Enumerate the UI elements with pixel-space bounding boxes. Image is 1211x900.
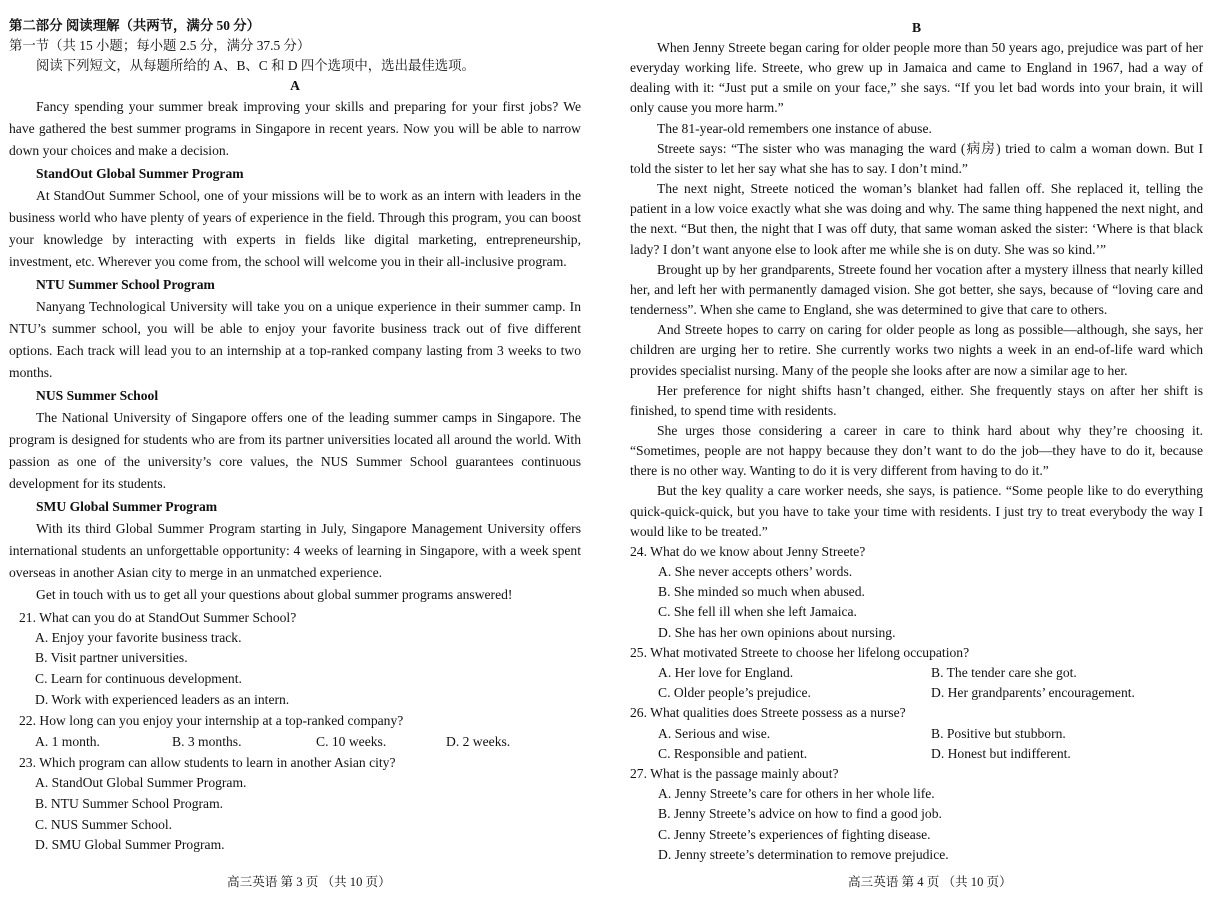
option: D. She has her own opinions about nursing. <box>658 624 896 640</box>
passage-paragraph: Her preference for night shifts hasn’t changed, either. She frequently stays on after her shift is finished, to spend time with residents. <box>630 382 1203 418</box>
question-24: 24. What do we know about Jenny Streete? <box>630 543 866 559</box>
option: B. Positive but stubborn. <box>931 725 1066 741</box>
option: C. She fell ill when she left Jamaica. <box>658 604 857 620</box>
program-body: At StandOut Summer School, one of your missions will be to work as an intern with leaders in the business world who have plenty of years of experience in the field. Through this program, you can boost your knowledge by interacting with experts in fields like digital marketing, entrepreneurship, investment, etc. Wherever you come from, the school will welcome you in their all-inclusive program. <box>9 187 581 270</box>
passage-label-b: B <box>911 20 922 35</box>
passage-paragraph: The next night, Streete noticed the woman’s blanket had fallen off. She replaced it, telling the patient in a low voice exactly what she was doing and why. The same thing happened the next night, and the next. “But then, the night that I was off duty, that same woman asked the sister: ‘Where is that black lady? I don’t want anyone else to look after me while she is on duty. She was so kind.’” <box>630 181 1203 257</box>
program-body: The National University of Singapore offers one of the leading summer camps in Singapore. The program is designed for students who are from its partner universities located all around the world. With passion as one of the university’s core values, the NUS Summer School guarantees continuous development for its students. <box>9 409 581 492</box>
page-footer: 高三英语 第 4 页 （共 10 页） <box>848 875 1012 889</box>
option: C. Older people’s prejudice. <box>658 685 811 701</box>
option: B. She minded so much when abused. <box>658 584 865 600</box>
question-22: 22. How long can you enjoy your internship at a top-ranked company? <box>19 713 404 729</box>
passage-paragraph: Streete says: “The sister who was managing the ward (病房) tried to calm a woman down. But I told the sister to let her say what she has to say. I don’t mind.” <box>630 140 1203 176</box>
option: C. Responsible and patient. <box>658 745 808 761</box>
passage-paragraph: But the key quality a care worker needs, she says, is patience. “Some people like to do everything quick-quick-quick, but you have to take your time with residents. I just try to treat everybody the way I would like to be treated.” <box>630 483 1203 539</box>
section-title: 第一节（共 15 小题；每小题 2.5 分，满分 37.5 分） <box>9 38 311 53</box>
program-body: With its third Global Summer Program starting in July, Singapore Management University offers international students an unforgettable opportunity: 4 weeks of learning in Singapore, with a week spent overseas in another Asian city to merge in an unmatched experience. <box>9 520 581 581</box>
passage-paragraph: The 81-year-old remembers one instance of abuse. <box>657 120 932 136</box>
option: C. 10 weeks. <box>316 734 387 750</box>
option: D. Work with experienced leaders as an intern. <box>35 691 290 707</box>
question-23: 23. Which program can allow students to learn in another Asian city? <box>19 755 396 771</box>
option: B. NTU Summer School Program. <box>35 796 224 812</box>
left-page <box>9 0 581 856</box>
option-row <box>630 724 1203 744</box>
option: D. Honest but indifferent. <box>931 745 1071 761</box>
option: D. Her grandparents’ encouragement. <box>931 685 1135 701</box>
passage-paragraph: And Streete hopes to carry on caring for older people as long as possible—although, she says, her children are urging her to retire. She currently works two nights a week in an end-of-life ward which provides specialist nursing. Many of the people she looks after are now a similar age to her. <box>630 322 1203 378</box>
passage-paragraph: She urges those considering a career in care to think hard about why they’re choosing it. “Sometimes, people are not happy because they don’t want to do the job—they have to do it, because there is no other way. Wanting to do it is very different from having to do it.” <box>630 422 1203 479</box>
question-21: 21. What can you do at StandOut Summer School? <box>19 609 297 625</box>
option: A. Jenny Streete’s care for others in her whole life. <box>658 786 935 802</box>
program-body: Nanyang Technological University will take you on a unique experience in their summer camp. In NTU’s summer school, you will be able to enjoy your favorite business track out of five different options. Each track will lead you to an internship at a top-ranked company lasting from 3 weeks to two months. <box>9 298 581 381</box>
option: B. Jenny Streete’s advice on how to find a good job. <box>658 806 942 822</box>
option: C. Jenny Streete’s experiences of fighting disease. <box>658 826 931 842</box>
option: B. Visit partner universities. <box>35 650 188 666</box>
passage-paragraph: When Jenny Streete began caring for older people more than 50 years ago, prejudice was part of her everyday working life. Streete, who grew up in Jamaica and came to England in 1967, had a way of dealing with it: “Just put a smile on your face,” she says. “If you let bad words into your brain, it will only cause you more harm.” <box>630 40 1203 116</box>
option: C. Learn for continuous development. <box>35 670 242 686</box>
page-footer: 高三英语 第 3 页 （共 10 页） <box>227 875 391 889</box>
question-25: 25. What motivated Streete to choose her lifelong occupation? <box>630 644 970 660</box>
program-heading: StandOut Global Summer Program <box>36 165 244 181</box>
question-26: 26. What qualities does Streete possess as a nurse? <box>630 705 906 721</box>
instruction: 阅读下列短文，从每题所给的 A、B、C 和 D 四个选项中，选出最佳选项。 <box>36 58 475 73</box>
program-heading: SMU Global Summer Program <box>36 498 218 514</box>
option-row <box>9 731 581 752</box>
intro-paragraph: Fancy spending your summer break improving your skills and preparing for your first jobs? We have gathered the best summer programs in Singapore in recent years. Now you will be able to narrow down your choices and make a decision. <box>9 99 581 159</box>
option: D. SMU Global Summer Program. <box>35 837 225 853</box>
part-title: 第二部分 阅读理解（共两节，满分 50 分） <box>9 18 261 33</box>
passage-paragraph: Brought up by her grandparents, Streete found her vocation after a mystery illness that nearly killed her, and left her with permanently damaged vision. She got better, she says, because of “loving care and tenderness”. When she came to England, she was determined to give that care to others. <box>630 261 1203 318</box>
option: D. 2 weeks. <box>446 734 511 750</box>
option: D. Jenny streete’s determination to remove prejudice. <box>658 846 949 862</box>
right-page <box>630 0 1203 865</box>
option: C. NUS Summer School. <box>35 816 173 832</box>
option: A. Her love for England. <box>658 665 794 681</box>
option: A. She never accepts others’ words. <box>658 564 853 580</box>
option: A. Serious and wise. <box>658 725 771 741</box>
question-27: 27. What is the passage mainly about? <box>630 765 839 781</box>
option-row <box>630 744 1203 764</box>
option: A. 1 month. <box>35 734 100 750</box>
option: A. Enjoy your favorite business track. <box>35 629 242 645</box>
program-heading: NUS Summer School <box>36 387 159 403</box>
option: B. 3 months. <box>172 734 242 750</box>
closing-paragraph: Get in touch with us to get all your questions about global summer programs answered! <box>36 587 513 603</box>
option-row <box>630 663 1203 683</box>
passage-label-a: A <box>290 78 300 93</box>
program-heading: NTU Summer School Program <box>36 276 215 292</box>
option-row <box>630 683 1203 703</box>
option: A. StandOut Global Summer Program. <box>35 775 247 791</box>
option: B. The tender care she got. <box>931 665 1077 681</box>
